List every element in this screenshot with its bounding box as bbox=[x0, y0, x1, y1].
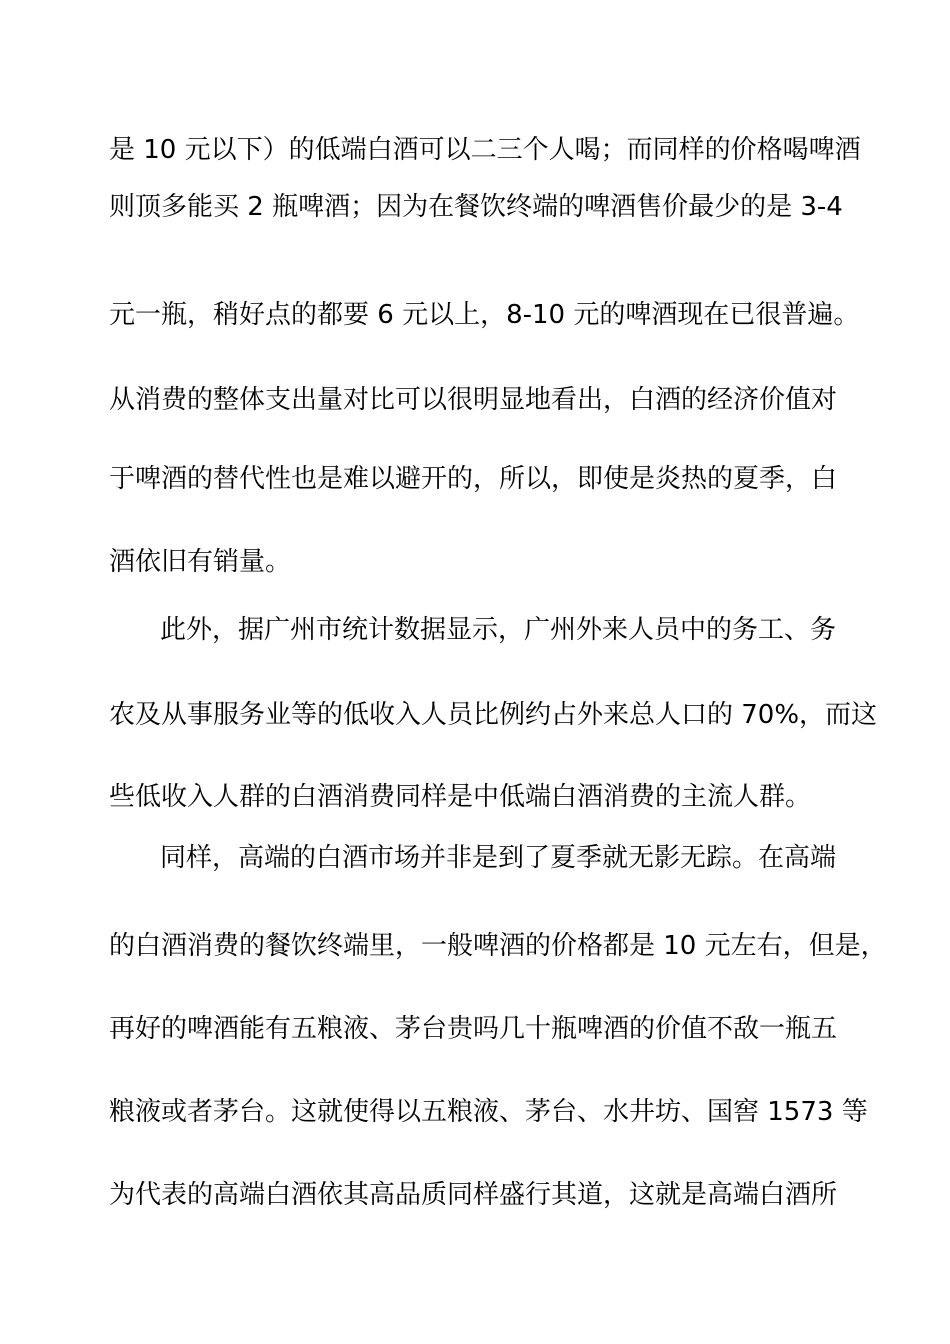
paragraph-start-line: 同样，高端的白酒市场并非是到了夏季就无影无踪。在高端 bbox=[160, 843, 837, 873]
text-line: 再好的啤酒能有五粮液、茅台贵吗几十瓶啤酒的价值不敌一瓶五 bbox=[109, 1014, 838, 1044]
text-line: 于啤酒的替代性也是难以避开的，所以，即使是炎热的夏季，白 bbox=[109, 464, 838, 494]
text-line: 酒依旧有销量。 bbox=[109, 547, 292, 577]
text-line: 则顶多能买 2 瓶啤酒；因为在餐饮终端的啤酒售价最少的是 3-4 bbox=[109, 192, 843, 222]
text-line: 是 10 元以下）的低端白酒可以二三个人喝；而同样的价格喝啤酒 bbox=[109, 135, 861, 165]
text-line: 元一瓶，稍好点的都要 6 元以上，8-10 元的啤酒现在已很普遍。 bbox=[109, 300, 860, 330]
text-line: 为代表的高端白酒依其高品质同样盛行其道，这就是高端白酒所 bbox=[109, 1180, 838, 1210]
paragraph-start-line: 此外，据广州市统计数据显示，广州外来人员中的务工、务 bbox=[160, 615, 837, 645]
text-line: 农及从事服务业等的低收入人员比例约占外来总人口的 70%，而这 bbox=[109, 700, 878, 730]
text-line: 的白酒消费的餐饮终端里，一般啤酒的价格都是 10 元左右，但是， bbox=[109, 931, 887, 961]
text-line: 粮液或者茅台。这就使得以五粮液、茅台、水井坊、国窖 1573 等 bbox=[109, 1097, 868, 1127]
text-line: 些低收入人群的白酒消费同样是中低端白酒消费的主流人群。 bbox=[109, 782, 812, 812]
text-line: 从消费的整体支出量对比可以很明显地看出，白酒的经济价值对 bbox=[109, 385, 838, 415]
